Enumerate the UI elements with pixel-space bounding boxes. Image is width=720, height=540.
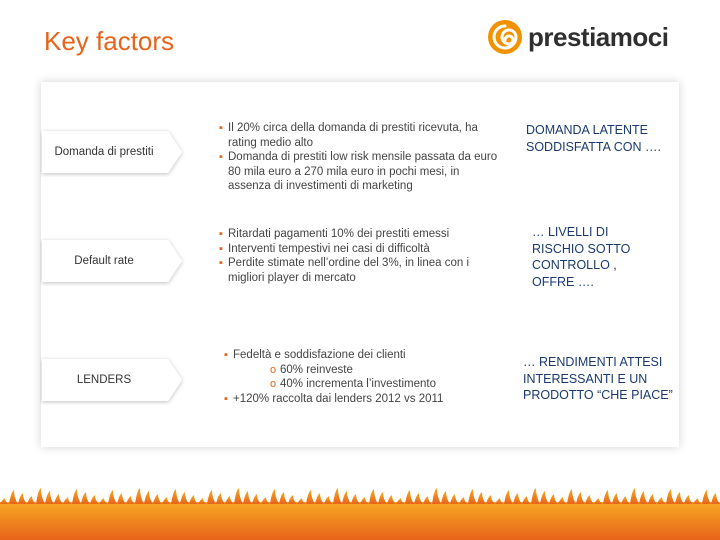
flame-tip bbox=[36, 488, 45, 504]
flame-tip bbox=[342, 491, 351, 504]
flame-tip bbox=[171, 489, 180, 504]
bullet-item: ▪ +120% raccolta dai lenders 2012 vs 2011 bbox=[224, 392, 504, 407]
flame-tip bbox=[180, 492, 189, 504]
conclusion-domanda: DOMANDA LATENTE SODDISFATTA CON …. bbox=[526, 123, 661, 154]
flame-tip bbox=[279, 492, 288, 504]
flame-tip bbox=[513, 493, 522, 504]
flame-tip bbox=[144, 491, 153, 504]
row-label-lenders bbox=[40, 355, 186, 405]
flame-tip bbox=[117, 493, 126, 504]
flame-tip bbox=[243, 491, 252, 504]
flame-tip bbox=[441, 491, 450, 504]
flame-tip bbox=[468, 489, 477, 504]
flame-tip bbox=[135, 488, 144, 504]
swirl-logo-icon bbox=[486, 18, 524, 56]
flame-tip bbox=[369, 489, 378, 504]
flame-tip bbox=[639, 491, 648, 504]
flame-tip bbox=[675, 492, 684, 504]
flame-tip bbox=[585, 495, 594, 504]
flame-tip bbox=[666, 489, 675, 504]
flame-tip bbox=[414, 493, 423, 504]
conclusion-lenders: … RENDIMENTI ATTESI INTERESSANTI E UN PRODOTTO “CHE PIACE” bbox=[523, 355, 673, 402]
flame-tip bbox=[306, 490, 315, 504]
flame-tip bbox=[108, 490, 117, 504]
decorative-bottom-band bbox=[0, 488, 720, 540]
row-label-default-rate bbox=[40, 236, 186, 286]
flame-tip bbox=[315, 493, 324, 504]
row-label-text: Default rate bbox=[74, 254, 134, 267]
flame-tip bbox=[504, 490, 513, 504]
flame-tip bbox=[531, 488, 540, 504]
flame-tip bbox=[333, 488, 342, 504]
flame-tip bbox=[270, 489, 279, 504]
row-label-text: LENDERS bbox=[76, 373, 132, 386]
flame-tip bbox=[684, 495, 693, 504]
bullets-lenders bbox=[224, 348, 504, 406]
flame-tip bbox=[387, 495, 396, 504]
flame-tip bbox=[81, 492, 90, 504]
bullets-default-rate bbox=[219, 227, 499, 285]
sub-bullet-item: o 60% reinveste bbox=[224, 363, 504, 378]
bullet-item: ▪ Ritardati pagamenti 10% dei prestiti emessi bbox=[219, 227, 499, 242]
bullet-item: ▪ Fedeltà e soddisfazione dei clienti bbox=[224, 348, 504, 363]
flame-tip bbox=[549, 494, 558, 504]
bullet-item: ▪ Interventi tempestivi nei casi di difficoltà bbox=[219, 242, 499, 257]
logo bbox=[486, 18, 668, 56]
flame-tip bbox=[702, 490, 711, 504]
flame-tip bbox=[252, 494, 261, 504]
flame-tip bbox=[711, 493, 720, 504]
flame-tip bbox=[9, 490, 18, 504]
flame-tip bbox=[45, 491, 54, 504]
bullet-item: ▪ Domanda di prestiti low risk mensile passata da euro 80 mila euro a 270 mila euro in pochi mesi, in assenza di investimenti di marketing bbox=[219, 150, 499, 194]
flame-tip bbox=[288, 495, 297, 504]
flame-tip bbox=[576, 492, 585, 504]
flame-tip bbox=[351, 494, 360, 504]
sub-bullet-item: o 40% incrementa l’investimento bbox=[224, 377, 504, 392]
row-label-text: Domanda di prestiti bbox=[54, 145, 154, 158]
flame-tip bbox=[567, 489, 576, 504]
flame-tip bbox=[54, 494, 63, 504]
flame-tip bbox=[648, 494, 657, 504]
flame-tip bbox=[432, 488, 441, 504]
flame-tip bbox=[153, 494, 162, 504]
flame-tip bbox=[450, 494, 459, 504]
flame-tip bbox=[603, 490, 612, 504]
flame-tip bbox=[72, 489, 81, 504]
flame-tip bbox=[630, 488, 639, 504]
flame-tip bbox=[189, 495, 198, 504]
page-title: Key factors bbox=[44, 26, 175, 56]
flame-tip bbox=[207, 490, 216, 504]
flame-tip bbox=[18, 493, 27, 504]
conclusion-default-rate: … LIVELLI DI RISCHIO SOTTO CONTROLLO , OFFRE …. bbox=[532, 225, 631, 289]
flame-tip bbox=[477, 492, 486, 504]
flame-tip bbox=[234, 488, 243, 504]
flame-tip bbox=[216, 493, 225, 504]
bullet-item: ▪ Perdite stimate nell’ordine del 3%, in linea con i migliori player di mercato bbox=[219, 256, 499, 285]
logo-text: prestiamoci bbox=[528, 21, 669, 52]
flame-tip bbox=[612, 493, 621, 504]
flame-tip bbox=[378, 492, 387, 504]
flame-tip bbox=[90, 495, 99, 504]
flame-tip bbox=[405, 490, 414, 504]
bullet-item: ▪ Il 20% circa della domanda di prestiti ricevuta, ha rating medio alto bbox=[219, 121, 499, 150]
flame-tip bbox=[540, 491, 549, 504]
bullets-domanda bbox=[219, 121, 499, 194]
row-label-domanda bbox=[40, 127, 186, 177]
flame-tip bbox=[486, 495, 495, 504]
